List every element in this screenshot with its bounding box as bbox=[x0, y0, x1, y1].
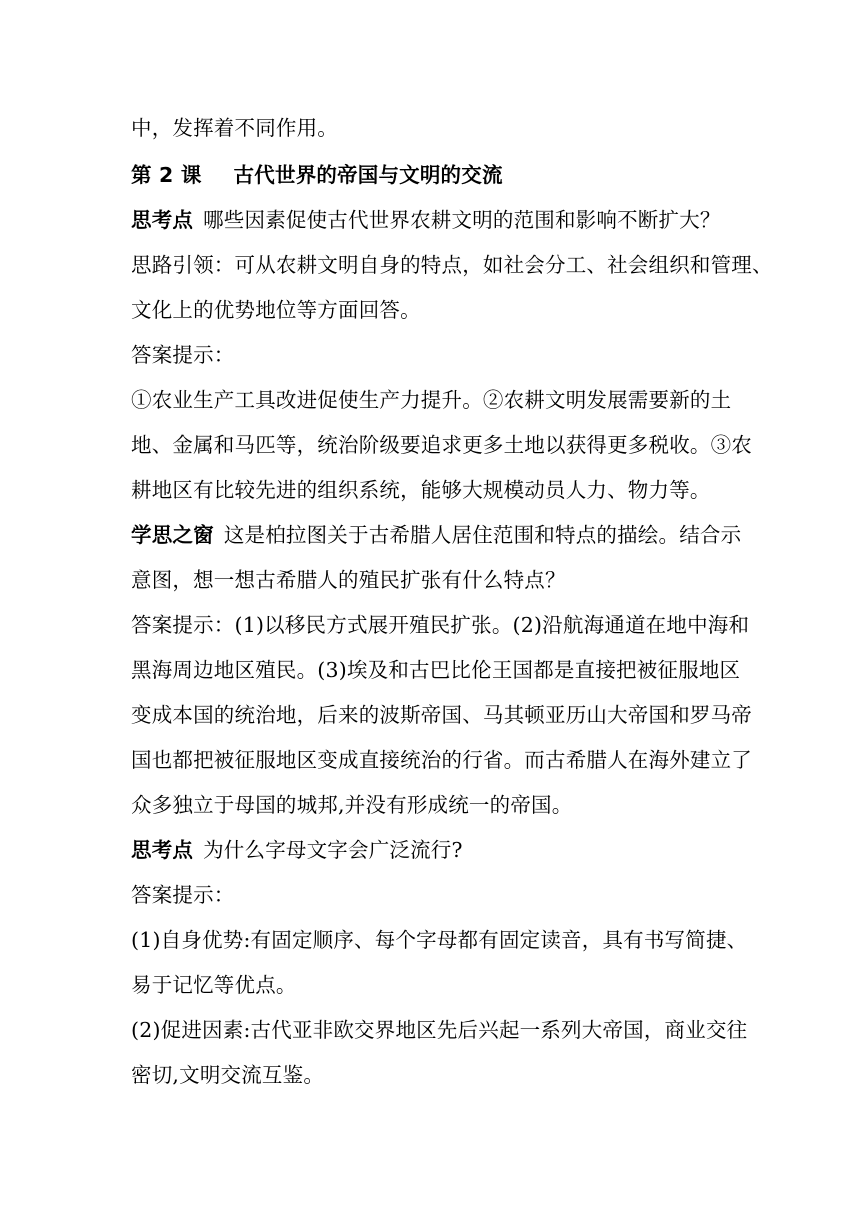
question-text: 为什么字母文字会广泛流行? bbox=[203, 838, 463, 862]
text-line: 意图，想一想古希腊人的殖民扩张有什么特点？ bbox=[131, 568, 566, 592]
lesson-title: 古代世界的帝国与文明的交流 bbox=[233, 163, 503, 187]
answer-label: 答案提示： bbox=[131, 343, 235, 367]
text-line: 中，发挥着不同作用。 bbox=[131, 116, 338, 140]
question-3 bbox=[131, 830, 463, 870]
text-line: 密切,文明交流互鉴。 bbox=[131, 1063, 325, 1087]
text-line: 众多独立于母国的城邦,并没有形成统一的帝国。 bbox=[131, 793, 573, 817]
text-line: 变成本国的统治地，后来的波斯帝国、马其顿亚历山大帝国和罗马帝 bbox=[131, 703, 752, 727]
text-line: 易于记忆等优点。 bbox=[131, 973, 297, 997]
text-line: 答案提示：(1)以移民方式展开殖民扩张。(2)沿航海通道在地中海和 bbox=[131, 613, 750, 637]
text-line: 地、金属和马匹等，统治阶级要追求更多土地以获得更多税收。③农 bbox=[131, 433, 752, 457]
text-line: ①农业生产工具改进促使生产力提升。②农耕文明发展需要新的土 bbox=[131, 388, 732, 412]
lesson-number: 第 2 课 bbox=[131, 163, 202, 187]
text-line: 国也都把被征服地区变成直接统治的行省。而古希腊人在海外建立了 bbox=[131, 748, 752, 772]
question-label: 思考点 bbox=[131, 208, 194, 232]
question-label: 思考点 bbox=[131, 838, 194, 862]
text-line: 文化上的优势地位等方面回答。 bbox=[131, 298, 421, 322]
answer-label: 答案提示： bbox=[131, 883, 235, 907]
text-line: 耕地区有比较先进的组织系统，能够大规模动员人力、物力等。 bbox=[131, 478, 711, 502]
question-text: 哪些因素促使古代世界农耕文明的范围和影响不断扩大？ bbox=[203, 208, 721, 232]
question-2 bbox=[131, 515, 741, 555]
text-line: 思路引领：可从农耕文明自身的特点，如社会分工、社会组织和管理、 bbox=[131, 253, 773, 277]
question-label: 学思之窗 bbox=[131, 523, 214, 547]
text-line: (1)自身优势:有固定顺序、每个字母都有固定读音，具有书写简捷、 bbox=[131, 928, 748, 952]
text-line: (2)促进因素:古代亚非欧交界地区先后兴起一系列大帝国，商业交往 bbox=[131, 1018, 748, 1042]
question-1 bbox=[131, 200, 721, 240]
lesson-heading bbox=[131, 155, 503, 195]
text-line: 黑海周边地区殖民。(3)埃及和古巴比伦王国都是直接把被征服地区 bbox=[131, 658, 741, 682]
question-text: 这是柏拉图关于古希腊人居住范围和特点的描绘。结合示 bbox=[223, 523, 742, 547]
